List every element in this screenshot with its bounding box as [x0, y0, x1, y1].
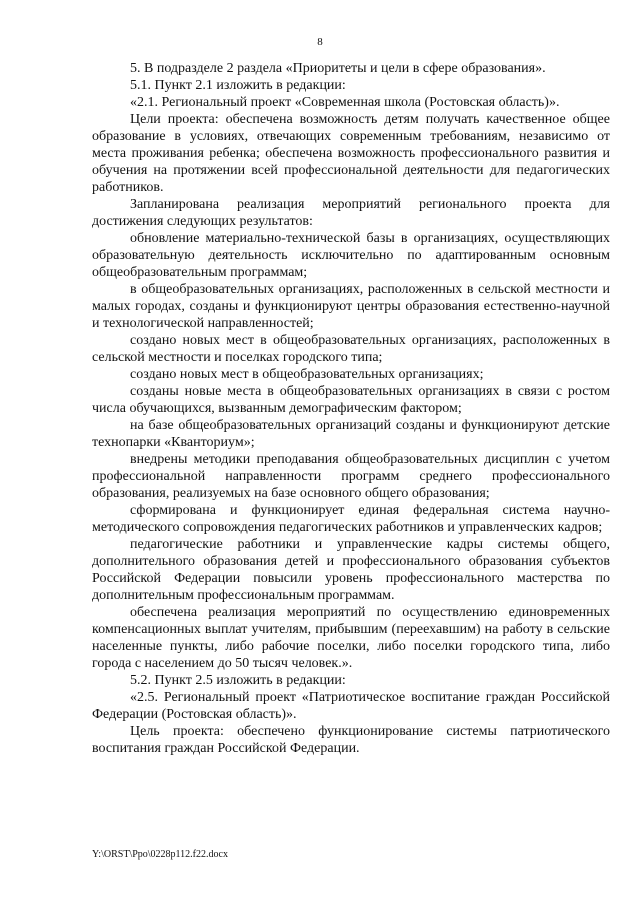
paragraph-result: создано новых мест в общеобразовательных организациях, расположенных в сельской местности и поселках городского типа; — [92, 333, 610, 365]
document-body — [92, 60, 610, 757]
page-number: 8 — [317, 36, 323, 48]
paragraph-result: созданы новые места в общеобразовательных организациях в связи с ростом числа обучающихся, вызванным демографическим фактором; — [92, 384, 610, 416]
paragraph-result: обеспечена реализация мероприятий по осуществлению единовременных компенсационных выплат учителям, прибывшим (переехавшим) на работу в сельские населенные пункты, либо рабочие поселки, либо поселки городского типа, либо города с населением до 50 тысяч человек.». — [92, 605, 610, 671]
paragraph-project-2-5-goal: Цель проекта: обеспечено функционирование системы патриотического воспитания граждан Российской Федерации. — [92, 724, 610, 756]
paragraph-result: обновление материально-технической базы в организациях, осуществляющих образовательную деятельность исключительно по адаптированным основным общеобразовательным программам; — [92, 231, 610, 280]
paragraph-project-2-5-title: «2.5. Региональный проект «Патриотическое воспитание граждан Российской Федерации (Ростовская область)». — [92, 690, 610, 722]
paragraph-result: в общеобразовательных организациях, расположенных в сельской местности и малых городах, созданы и функционируют центры образования естественно-научной и технологической направленностей; — [92, 282, 610, 331]
paragraph-item-5-1: 5.1. Пункт 2.1 изложить в редакции: — [130, 78, 346, 93]
paragraph-result: создано новых мест в общеобразовательных организациях; — [130, 367, 484, 382]
paragraph-section-5-heading: 5. В подразделе 2 раздела «Приоритеты и цели в сфере образования». — [130, 61, 546, 76]
paragraph-result: на базе общеобразовательных организаций созданы и функционируют детские технопарки «Кванториум»; — [92, 418, 610, 450]
paragraph-result: внедрены методики преподавания общеобразовательных дисциплин с учетом профессиональной направленности программ среднего профессионального образования, реализуемых на базе основного общего образования; — [92, 452, 610, 501]
paragraph-planned-results-intro: Запланирована реализация мероприятий регионального проекта для достижения следующих результатов: — [92, 197, 610, 229]
paragraph-result: сформирована и функционирует единая федеральная система научно-методического сопровождения педагогических работников и управленческих кадров; — [92, 503, 610, 535]
paragraph-item-5-2: 5.2. Пункт 2.5 изложить в редакции: — [130, 673, 346, 688]
paragraph-project-2-1-title: «2.1. Региональный проект «Современная школа (Ростовская область)». — [130, 95, 560, 110]
footer-file-path: Y:\ORST\Ppo\0228p112.f22.docx — [92, 849, 228, 860]
paragraph-result: педагогические работники и управленческие кадры системы общего, дополнительного образования детей и профессионального образования субъектов Российской Федерации повысили уровень профессионального мастерства по дополнительным профессиональным программам. — [92, 537, 610, 603]
paragraph-project-goals: Цели проекта: обеспечена возможность детям получать качественное общее образование в условиях, отвечающих современным требованиям, независимо от места проживания ребенка; обеспечена возможность профессионального развития и обучения на протяжении всей профессиональной деятельности для педагогических работников. — [92, 112, 610, 195]
